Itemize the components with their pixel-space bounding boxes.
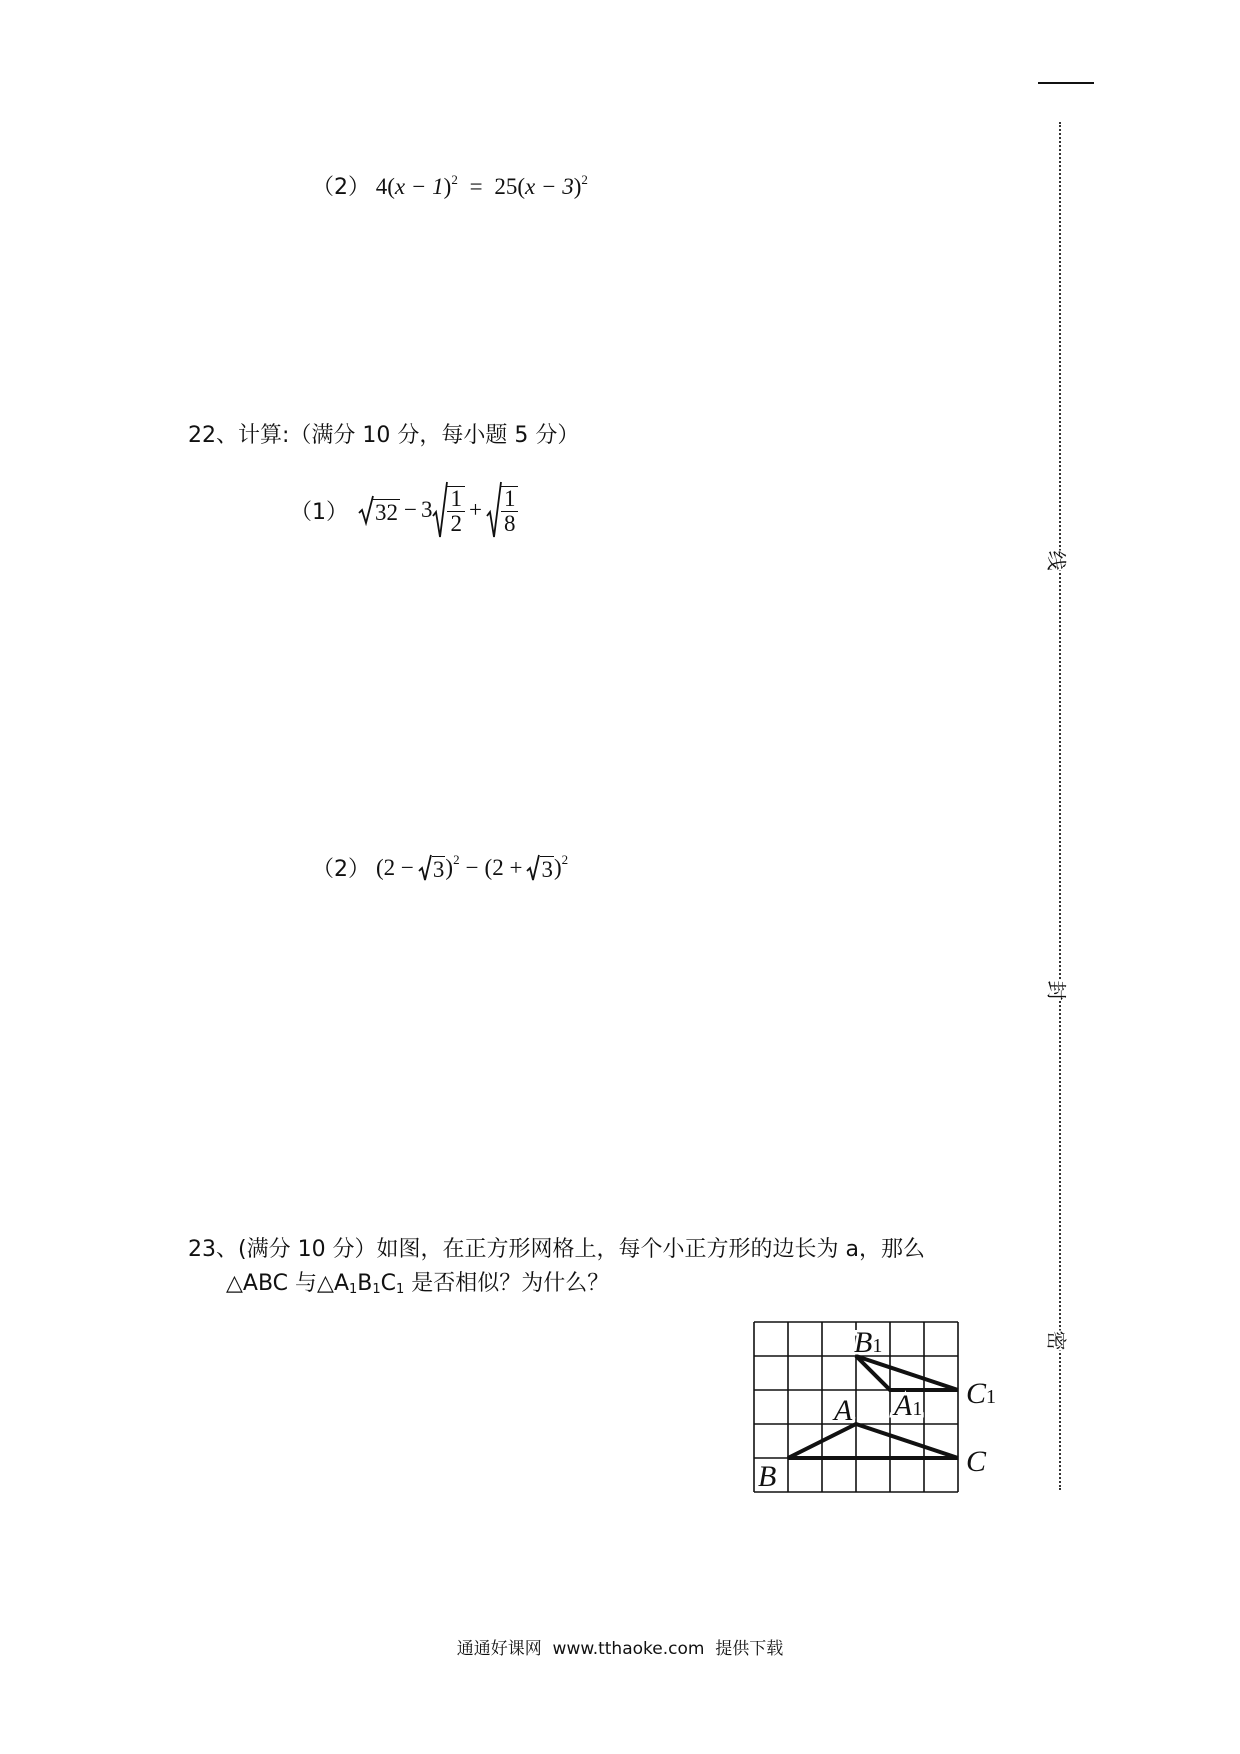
q22-frac1-den: 2 — [450, 511, 462, 536]
sqrt-icon — [418, 853, 432, 883]
q22-p1-coef: 3 — [420, 497, 433, 522]
q22-frac1-num: 1 — [447, 487, 465, 512]
q22-part2-label: （2） — [312, 857, 370, 882]
binding-label-feng: 封 — [1040, 981, 1077, 1001]
q23-c: C — [380, 1271, 397, 1296]
q21-right-exp: 2 — [581, 172, 588, 187]
label-a: A — [834, 1394, 853, 1427]
sqrt-icon — [432, 480, 448, 540]
page-footer: 通通好课网 www.tthaoke.com 提供下载 — [456, 1639, 784, 1659]
label-c1: C1 — [966, 1377, 997, 1410]
q23-sub3: 1 — [396, 1282, 405, 1297]
q22-p2-rad2: 3 — [541, 856, 553, 882]
q22-p2-exp2: 2 — [561, 852, 569, 867]
q22-p2-close1: ) — [445, 854, 454, 880]
q22-p2-part2-open: (2 + — [484, 854, 523, 880]
q21-part2-label: （2） — [312, 175, 370, 200]
sqrt-icon — [358, 494, 374, 526]
triangle-a1b1c1 — [856, 1356, 958, 1390]
q22-p2-part1-open: (2 − — [376, 854, 414, 880]
q22-part1-label: （1） — [290, 499, 348, 525]
q23-line2 — [226, 1266, 609, 1297]
q21-right-inner: x − 3 — [524, 174, 574, 199]
q22-title: 22、计算:（满分 10 分，每小题 5 分） — [188, 423, 580, 448]
q21-left-exp: 2 — [451, 172, 458, 187]
q23-line1: 23、(满分 10 分）如图，在正方形网格上，每个小正方形的边长为 a，那么 — [188, 1237, 926, 1262]
binding-label-mi: 密 — [1040, 1331, 1077, 1351]
q22-part1 — [290, 480, 518, 540]
sqrt-icon — [486, 480, 502, 540]
q22-frac2 — [501, 486, 519, 536]
q21-equals: = — [469, 174, 483, 199]
q21-left-coef: 4 — [375, 174, 388, 199]
q22-frac2-num: 1 — [501, 487, 519, 512]
q21-left-inner: x − 1 — [394, 174, 444, 199]
binding-dotted-line — [1059, 122, 1061, 1490]
q22-p1-plus: + — [468, 497, 482, 522]
q22-rad1: 32 — [375, 499, 398, 525]
q21-right-coef: 25 — [494, 174, 518, 199]
sqrt-icon — [526, 853, 540, 883]
top-rule — [1038, 82, 1094, 84]
q22-p1-minus: − — [404, 497, 417, 522]
label-c: C — [966, 1445, 987, 1478]
label-b: B — [758, 1460, 777, 1493]
q22-p2-exp1: 2 — [453, 852, 460, 867]
q22-p2-rad1: 3 — [432, 856, 445, 882]
q23-grid-figure — [740, 1310, 1020, 1500]
label-a1: A1 — [894, 1389, 923, 1422]
q21-part2: （2） $4(x - 1)^2 = 25(x - 3)^2$ — [312, 172, 588, 200]
binding-label-xian: 线 — [1040, 551, 1077, 571]
q22-frac1 — [447, 486, 465, 536]
q23-sub1: 1 — [349, 1282, 358, 1297]
q22-p2-minus: − — [465, 854, 479, 880]
q22-part2 — [312, 852, 568, 883]
triangle-abc — [788, 1424, 958, 1458]
q23-b: B — [357, 1271, 373, 1296]
q23-sub2: 1 — [372, 1282, 381, 1297]
q22-p2-close2: ) — [553, 854, 562, 880]
q22-frac2-den: 8 — [503, 511, 516, 536]
label-b1: B1 — [854, 1326, 883, 1359]
q23-line2-suffix: 是否相似？为什么？ — [404, 1271, 610, 1296]
q23-line2-prefix: △ABC 与△A — [226, 1271, 349, 1296]
